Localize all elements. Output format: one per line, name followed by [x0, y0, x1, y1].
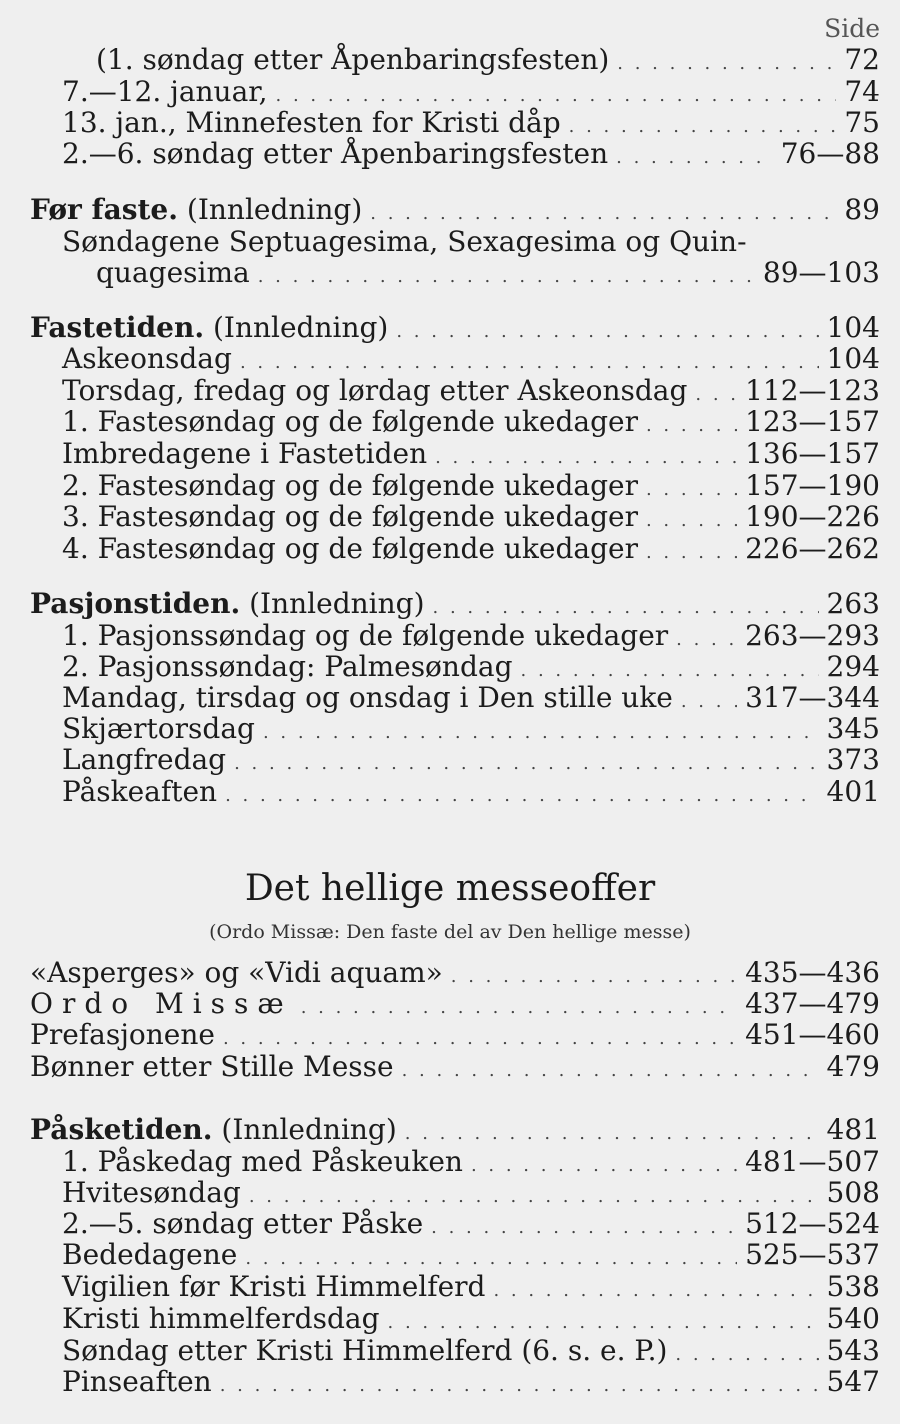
entry-title: Bededagene: [62, 1238, 238, 1271]
entry-page: 547: [826, 1365, 880, 1398]
section-heading-title: Før faste.: [30, 193, 178, 226]
entry-page: 75: [844, 106, 880, 139]
entry-page: 451—460: [745, 1018, 880, 1051]
section-heading-pasjonstiden: [0, 588, 880, 620]
toc-entry: [0, 470, 880, 502]
toc-entry: [0, 533, 880, 565]
entry-page: 294: [826, 650, 880, 683]
entry-title: 13. jan., Minnefesten for Kristi dåp: [62, 106, 561, 139]
toc-entry: [0, 988, 880, 1020]
toc-entry: [0, 501, 880, 533]
entry-page: 89: [844, 193, 880, 226]
entry-page: 157—190: [745, 469, 880, 502]
section-heading-paasketiden: [0, 1114, 880, 1146]
entry-title: 2.—5. søndag etter Påske: [62, 1207, 424, 1240]
entry-title: Ordo Missæ: [30, 987, 293, 1020]
entry-title: Bønner etter Stille Messe: [30, 1050, 394, 1083]
toc-entry: [0, 1239, 880, 1271]
entry-page: 525—537: [745, 1238, 880, 1271]
toc-entry: [0, 438, 880, 470]
toc-entry: [0, 776, 880, 808]
section-heading-note: (Innledning): [221, 1113, 397, 1146]
section-title-messeoffer: Det hellige messeoffer: [244, 868, 656, 909]
entry-title: Askeonsdag: [62, 342, 232, 375]
toc-entry: [0, 226, 880, 258]
entry-page: 538: [826, 1270, 880, 1303]
entry-title: Søndagene Septuagesima, Sexagesima og Quin-: [62, 225, 747, 258]
entry-title: «Asperges» og «Vidi aquam»: [30, 956, 443, 989]
entry-page: 72: [844, 43, 880, 76]
toc-entry: [0, 1019, 880, 1051]
entry-page: 437—479: [745, 987, 880, 1020]
entry-title: 3. Fastesøndag og de følgende ukedager: [62, 500, 638, 533]
entry-page: 401: [826, 775, 880, 808]
entry-page: 76—88: [780, 137, 880, 170]
entry-title: 2.—6. søndag etter Åpenbaringsfesten: [62, 137, 609, 170]
entry-page: 373: [826, 743, 880, 776]
entry-page: 317—344: [745, 681, 880, 714]
section-heading-title: Fastetiden.: [30, 311, 205, 344]
section-heading-note: (Innledning): [212, 311, 389, 344]
toc-entry: [0, 744, 880, 776]
entry-page: 481: [826, 1113, 880, 1146]
entry-title: 1. Påskedag med Påskeuken: [62, 1145, 463, 1178]
entry-page: 123—157: [745, 405, 880, 438]
entry-title: (1. søndag etter Åpenbaringsfesten): [96, 43, 610, 76]
entry-title: Kristi himmelferdsdag: [62, 1302, 380, 1335]
entry-title: Hvitesøndag: [62, 1176, 241, 1209]
toc-entry: [0, 44, 880, 76]
section-heading-fastetiden: [0, 312, 880, 344]
toc-entry: [0, 651, 880, 683]
entry-title: Søndag etter Kristi Himmelferd (6. s. e. P.): [62, 1334, 668, 1367]
toc-entry: [0, 1366, 880, 1398]
section-heading-note: (Innledning): [249, 587, 425, 620]
toc-entry: [0, 406, 880, 438]
entry-page: 512—524: [745, 1207, 880, 1240]
entry-page: 263: [826, 587, 880, 620]
entry-page: 190—226: [745, 500, 880, 533]
toc-entry: [0, 1177, 880, 1209]
entry-title: 4. Fastesøndag og de følgende ukedager: [62, 532, 638, 565]
entry-page: 435—436: [745, 956, 880, 989]
entry-title: Langfredag: [62, 743, 227, 776]
section-heading-title: Påsketiden.: [30, 1113, 213, 1146]
toc-entry: [0, 343, 880, 375]
toc-entry: [0, 1335, 880, 1367]
entry-page: 479: [826, 1050, 880, 1083]
entry-title: Prefasjonene: [30, 1018, 215, 1051]
toc-entry: [0, 1208, 880, 1240]
entry-title: Vigilien før Kristi Himmelferd: [62, 1270, 486, 1303]
toc-entry: [0, 1303, 880, 1335]
entry-title: 2. Pasjonssøndag: Palmesøndag: [62, 650, 513, 683]
entry-title: Påskeaften: [62, 775, 218, 808]
entry-title: 7.—12. januar,: [62, 75, 268, 108]
entry-title: Imbredagene i Fastetiden: [62, 437, 428, 470]
section-heading-title: Pasjonstiden.: [30, 587, 241, 620]
section-heading-for-faste: [0, 194, 880, 226]
entry-page: 508: [826, 1176, 880, 1209]
toc-entry: [0, 1271, 880, 1303]
section-heading-note: (Innledning): [186, 193, 363, 226]
toc-entry: [0, 138, 880, 170]
entry-page: 226—262: [745, 532, 880, 565]
entry-title: 2. Fastesøndag og de følgende ukedager: [62, 469, 638, 502]
toc-entry: [0, 1051, 880, 1083]
toc-entry: [0, 76, 880, 108]
entry-title: quagesima: [96, 256, 250, 289]
entry-title: Pinseaften: [62, 1365, 212, 1398]
toc-entry: [0, 957, 880, 989]
section-subtitle-messeoffer: (Ordo Missæ: Den faste del av Den hellige messe): [209, 921, 691, 943]
entry-page: 263—293: [745, 619, 880, 652]
toc-entry: [0, 620, 880, 652]
entry-title: Torsdag, fredag og lørdag etter Askeonsdag: [62, 374, 688, 407]
toc-entry: [0, 713, 880, 745]
toc-entry: [0, 1146, 880, 1178]
entry-page: 136—157: [745, 437, 880, 470]
entry-title: 1. Fastesøndag og de følgende ukedager: [62, 405, 638, 438]
entry-page: 89—103: [762, 256, 880, 289]
entry-page: 104: [826, 342, 880, 375]
toc-entry: [0, 682, 880, 714]
toc-entry: [0, 107, 880, 139]
entry-page: 345: [826, 712, 880, 745]
entry-page: 540: [826, 1302, 880, 1335]
side-column-label: Side: [824, 14, 880, 43]
entry-page: 112—123: [745, 374, 880, 407]
entry-title: Skjærtorsdag: [62, 712, 255, 745]
entry-page: 543: [826, 1334, 880, 1367]
entry-title: Mandag, tirsdag og onsdag i Den stille uke: [62, 681, 673, 714]
toc-entry: [0, 257, 880, 289]
entry-page: 481—507: [745, 1145, 880, 1178]
entry-title: 1. Pasjonssøndag og de følgende ukedager: [62, 619, 669, 652]
entry-page: 104: [826, 311, 880, 344]
entry-page: 74: [844, 75, 880, 108]
toc-entry: [0, 375, 880, 407]
